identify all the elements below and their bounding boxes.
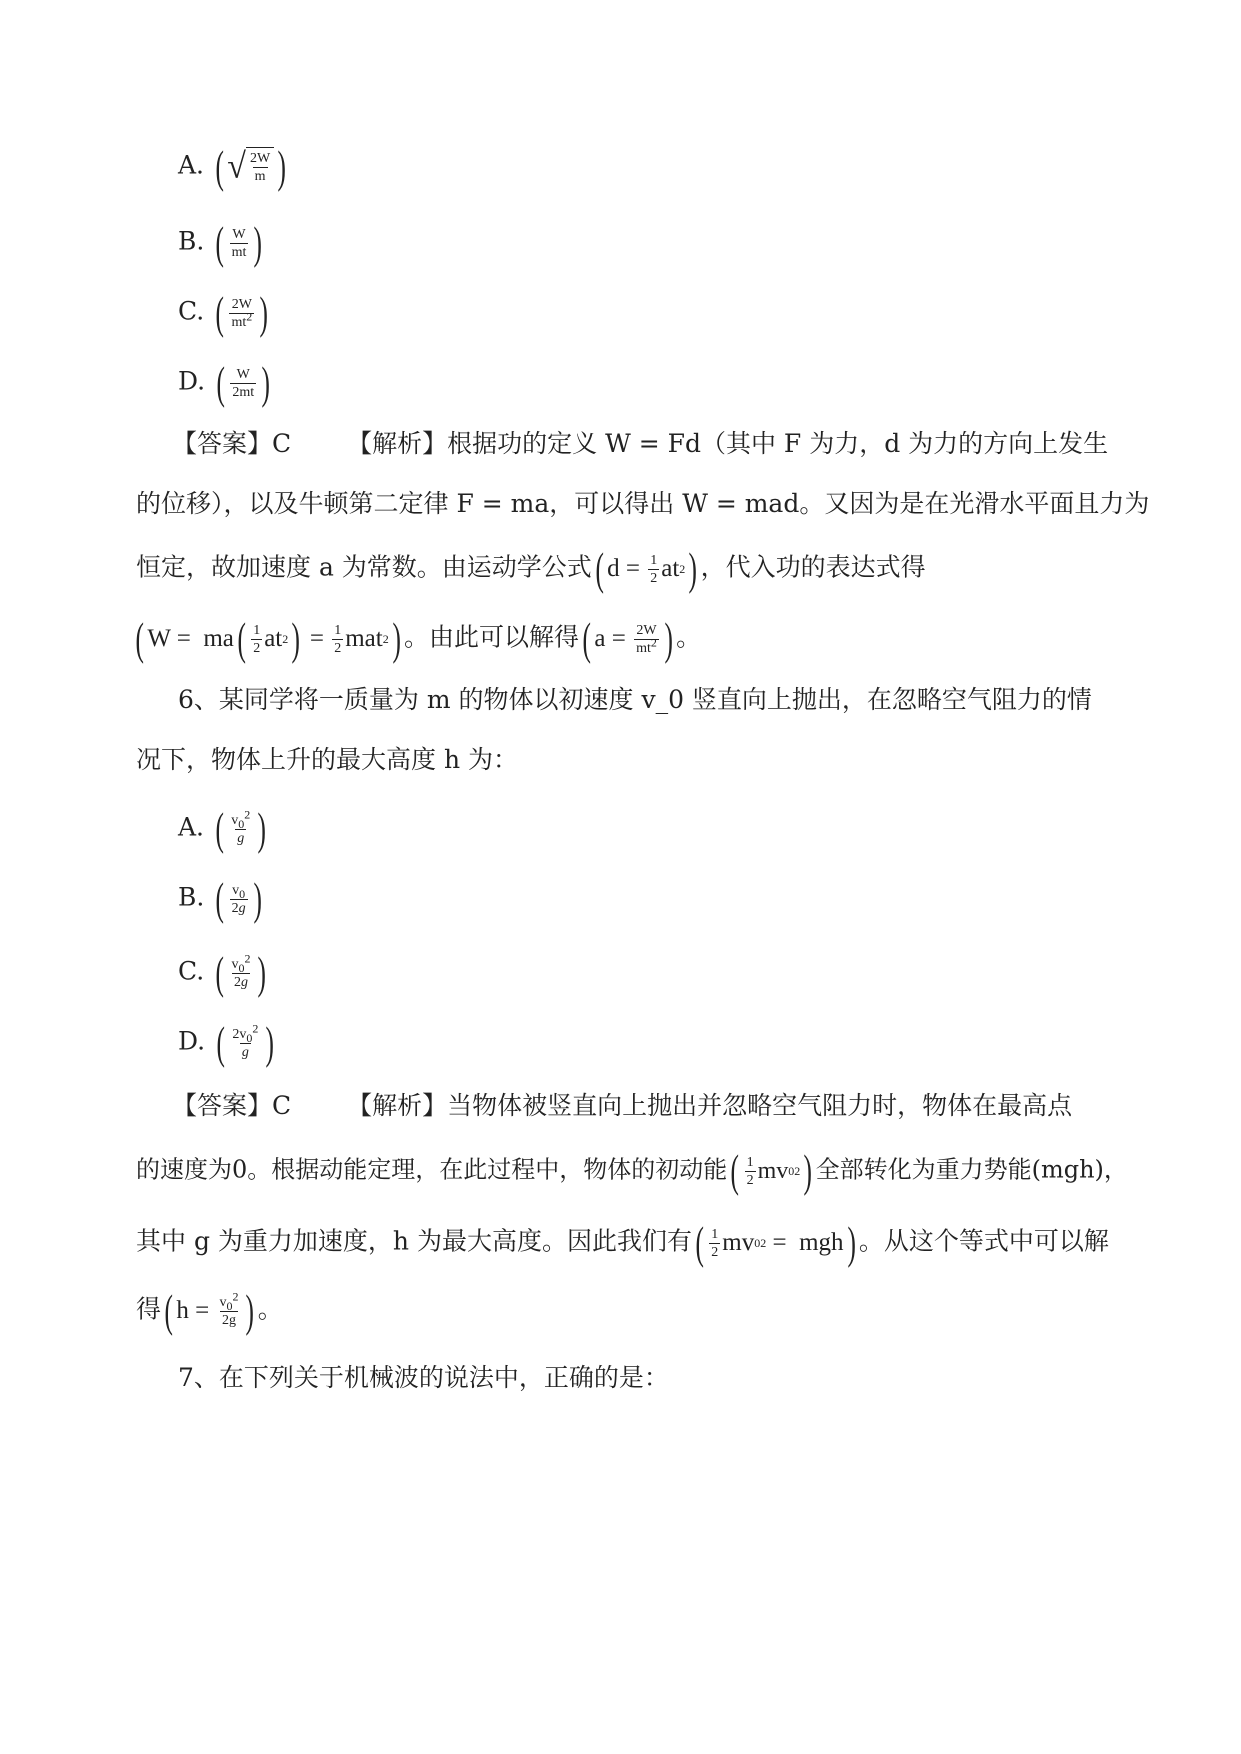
kinematics-formula: ( d = $\frac{1}{2}$ at 2 ) xyxy=(595,543,698,594)
height-result: ( h = $\frac{v_0^2}{2g}$ ) xyxy=(164,1285,255,1336)
q6-stem-line2: 况下，物体上升的最大高度 h 为： xyxy=(136,745,518,774)
q5-answer-line xyxy=(172,424,1108,464)
q6-analysis-line2: 的速度为0。根据动能定理，在此过程中，物体的初动能 ( $\frac{1}{2}$ mv 0 2 ) 全部转化为重力势能(mgh)， xyxy=(136,1145,1128,1196)
q5-analysis-line3: 恒定，故加速度 a 为常数。由运动学公式 ( d = $\frac{1}{2}$ at 2 ) ，代入功的表达式得 xyxy=(136,543,926,594)
q7-stem: 7、在下列关于机械波的说法中，正确的是： xyxy=(178,1363,669,1392)
q5-option-a: A. ( √ $\frac{2W}{m}$ ) xyxy=(178,141,287,192)
q6-option-a: A. ( $\frac{v_0^2}{g}$ ) xyxy=(178,803,267,854)
energy-equation: ( $\frac{1}{2}$ mv 0 2 = mgh ) xyxy=(695,1217,856,1268)
q5-analysis-line1: 根据功的定义 W = Fd（其中 F 为力，d 为力的方向上发生 xyxy=(447,429,1109,458)
q6-analysis-line4: 得 ( h = $\frac{v_0^2}{2g}$ ) 。 xyxy=(136,1285,283,1336)
q6-analysis-line1: 当物体被竖直向上抛出并忽略空气阻力时，物体在最高点 xyxy=(447,1091,1073,1120)
q6-option-d: D. ( $\frac{2v_0^2}{g}$ ) xyxy=(178,1017,275,1068)
kinetic-energy-expr: ( $\frac{1}{2}$ mv 0 2 ) xyxy=(730,1145,813,1196)
q6-option-b: B. ( $\frac{v_0}{2g}$ ) xyxy=(178,873,262,924)
work-formula: ( W = ma ( $\frac{1}{2}$ at 2 ) = $\frac{1}{2}$ mat 2 ) xyxy=(135,613,401,664)
q6-answer-line xyxy=(172,1086,1072,1126)
q5-option-c: C. ( $\frac{2W}{mt^2}$ ) xyxy=(178,287,269,338)
q6-analysis-line3: 其中 g 为重力加速度，h 为最大高度。因此我们有 ( $\frac{1}{2}$ mv 0 2 = mgh ) 。从这个等式中可以解 xyxy=(136,1217,1109,1268)
q6-option-c: C. ( $\frac{v_0^2}{2g}$ ) xyxy=(178,947,267,998)
q6-analysis-label: 【解析】 xyxy=(347,1091,448,1120)
q5-answer: 【答案】C xyxy=(172,429,292,458)
q6-answer: 【答案】C xyxy=(172,1091,292,1120)
q5-analysis-label: 【解析】 xyxy=(347,429,448,458)
q5-option-d: D. ( $\frac{W}{2mt}$ ) xyxy=(178,357,271,408)
q5-analysis-line4: ( W = ma ( $\frac{1}{2}$ at 2 ) = $\frac{1}{2}$ mat 2 ) 。由此可以解得 ( a = $\frac{2W}{mt^2}$ ) 。 xyxy=(132,616,701,662)
q6-stem-line1: 6、某同学将一质量为 m 的物体以初速度 v_0 竖直向上抛出，在忽略空气阻力的情 xyxy=(178,685,1092,714)
q5-option-b: B. ( $\frac{W}{mt}$ ) xyxy=(178,217,263,268)
acceleration-result: ( a = $\frac{2W}{mt^2}$ ) xyxy=(582,613,673,664)
q5-analysis-line2: 的位移），以及牛顿第二定律 F = ma，可以得出 W = mad。又因为是在光滑水平面且力为 xyxy=(136,489,1150,518)
